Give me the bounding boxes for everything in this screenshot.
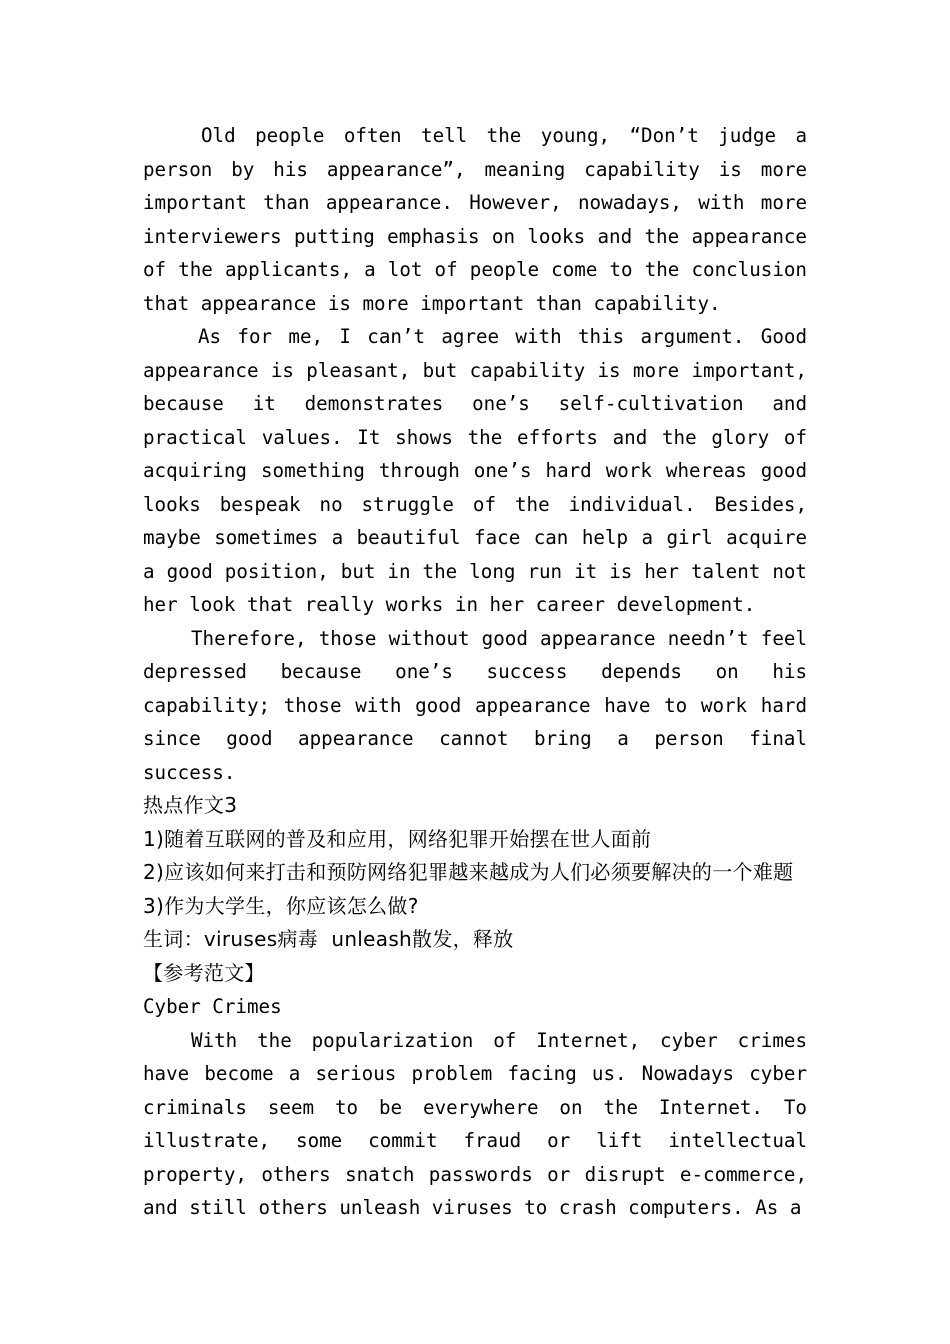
hot-topic-point-1: 1)随着互联网的普及和应用，网络犯罪开始摆在世人面前 (143, 826, 652, 851)
paragraph-1: Old people often tell the young, “Don’t judge a person by his appearance”, meaning capability is more important than appearance. However, nowadays, with more interviewers putting emphasis on looks and the appearance of the applicants, a lot of people come to the conclusion that appearance is more important than capability. (143, 124, 807, 315)
essay-paragraph-1: With the popularization of Internet, cyber crimes have become a serious problem facing us. Nowadays cyber criminals seem to be everywhere on the Internet. To illustrate, some commit fraud or lift intellectual property, others snatch passwords or disrupt e-commerce, and still others unleash viruses to crash computers. As a (143, 1028, 807, 1219)
paragraph-2: As for me, I can’t agree with this argument. Good appearance is pleasant, but capability is more important, because it demonstrates one’s self-cultivation and practical values. It shows the efforts and the glory of acquiring something through one’s hard work whereas good looks bespeak no struggle of the individual. Besides, maybe sometimes a beautiful face can help a girl acquire a good position, but in the long run it is her talent not her look that really works in her career development. (143, 325, 807, 616)
paragraph-3: Therefore, those without good appearance needn’t feel depressed because one’s success depends on his capability; those with good appearance have to work hard since good appearance cannot bring a person final success. (143, 626, 807, 784)
hot-topic-heading: 热点作文3 (143, 793, 238, 817)
model-essay-heading: 【参考范文】 (143, 960, 265, 985)
vocabulary-line: 生词：viruses病毒 unleash散发，释放 (143, 927, 514, 951)
essay-title: Cyber Crimes (143, 995, 282, 1018)
document-page (143, 119, 807, 1225)
hot-topic-point-2: 2)应该如何来打击和预防网络犯罪越来越成为人们必须要解决的一个难题 (143, 860, 794, 884)
hot-topic-point-3: 3)作为大学生，你应该怎么做? (143, 893, 419, 918)
